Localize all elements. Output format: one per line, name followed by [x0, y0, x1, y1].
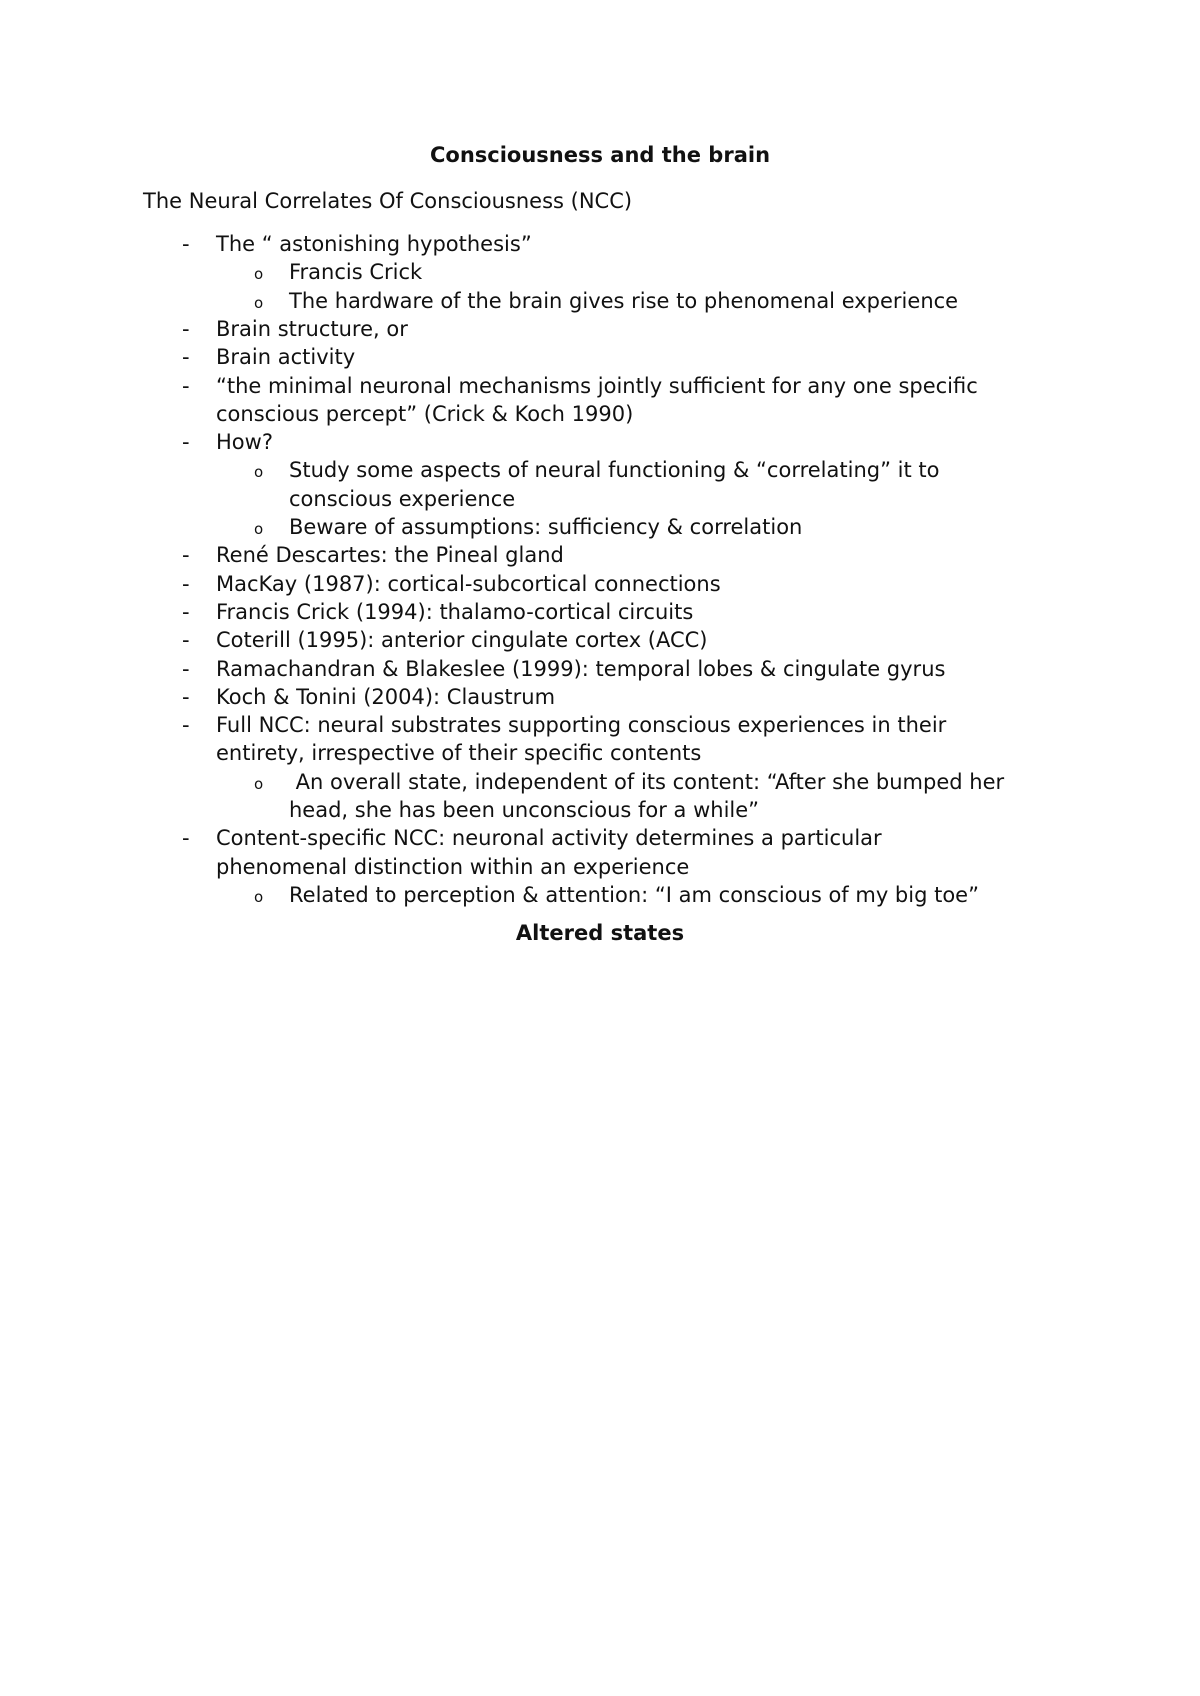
sub-list-item-text: The hardware of the brain gives rise to phenomenal experience	[289, 288, 959, 313]
circle-bullet-icon: o	[254, 774, 264, 793]
list-item-text: MacKay (1987): cortical-subcortical connections	[216, 571, 721, 596]
dash-bullet-icon: -	[182, 430, 190, 455]
subtitle: The Neural Correlates Of Consciousness (NCC)	[143, 189, 633, 213]
sub-list-item-text: Study some aspects of neural functioning & “correlating” it to	[289, 458, 940, 483]
dash-bullet-icon: -	[182, 599, 190, 624]
list-item-text: Brain structure, or	[216, 316, 408, 341]
list-item-text: “the minimal neuronal mechanisms jointly sufficient for any one specific	[216, 373, 978, 398]
page-title: Consciousness and the brain	[429, 143, 771, 167]
list-item-text: Brain activity	[216, 345, 356, 370]
list-item-text: Koch & Tonini (2004): Claustrum	[216, 684, 556, 709]
dash-bullet-icon: -	[182, 543, 190, 568]
dash-bullet-icon: -	[182, 316, 190, 341]
dash-bullet-icon: -	[182, 232, 190, 256]
list-item-text: Francis Crick (1994): thalamo-cortical circuits	[216, 599, 694, 624]
dash-bullet-icon: -	[182, 571, 190, 596]
list-item-text: entirety, irrespective of their specific contents	[216, 741, 702, 766]
dash-bullet-icon: -	[182, 826, 190, 851]
dash-bullet-icon: -	[182, 684, 190, 709]
circle-bullet-icon: o	[254, 520, 264, 538]
list-item-text: Ramachandran & Blakeslee (1999): temporal lobes & cingulate gyrus	[216, 656, 946, 681]
section-heading: Altered states	[515, 921, 685, 946]
dash-bullet-icon: -	[182, 373, 190, 398]
sub-list-item-text: conscious experience	[289, 486, 516, 511]
circle-bullet-icon: o	[254, 293, 264, 312]
list-item-text: How?	[216, 430, 273, 455]
circle-bullet-icon: o	[254, 463, 264, 482]
sub-list-item-text: Beware of assumptions: sufficiency & correlation	[289, 515, 803, 539]
circle-bullet-icon: o	[254, 887, 264, 906]
dash-bullet-icon: -	[182, 656, 190, 681]
dash-bullet-icon: -	[182, 628, 190, 653]
sub-list-item-text: head, she has been unconscious for a while”	[289, 798, 760, 822]
circle-bullet-icon: o	[254, 265, 264, 284]
list-item-text: The “ astonishing hypothesis”	[216, 232, 532, 256]
list-item-text: Content-specific NCC: neuronal activity determines a particular	[216, 826, 882, 851]
dash-bullet-icon: -	[182, 345, 190, 370]
list-item-text: Coterill (1995): anterior cingulate cortex (ACC)	[216, 628, 708, 653]
sub-list-item-text: An overall state, independent of its content: “After she bumped her	[289, 769, 1005, 794]
list-item-text: phenomenal distinction within an experience	[216, 854, 690, 879]
list-item-text: René Descartes: the Pineal gland	[216, 543, 564, 568]
list-item-text: Full NCC: neural substrates supporting conscious experiences in their	[216, 713, 947, 738]
list-item-text: conscious percept” (Crick & Koch 1990)	[216, 401, 634, 426]
dash-bullet-icon: -	[182, 713, 190, 738]
sub-list-item-text: Related to perception & attention: “I am conscious of my big toe”	[289, 882, 979, 907]
sub-list-item-text: Francis Crick	[289, 260, 423, 285]
